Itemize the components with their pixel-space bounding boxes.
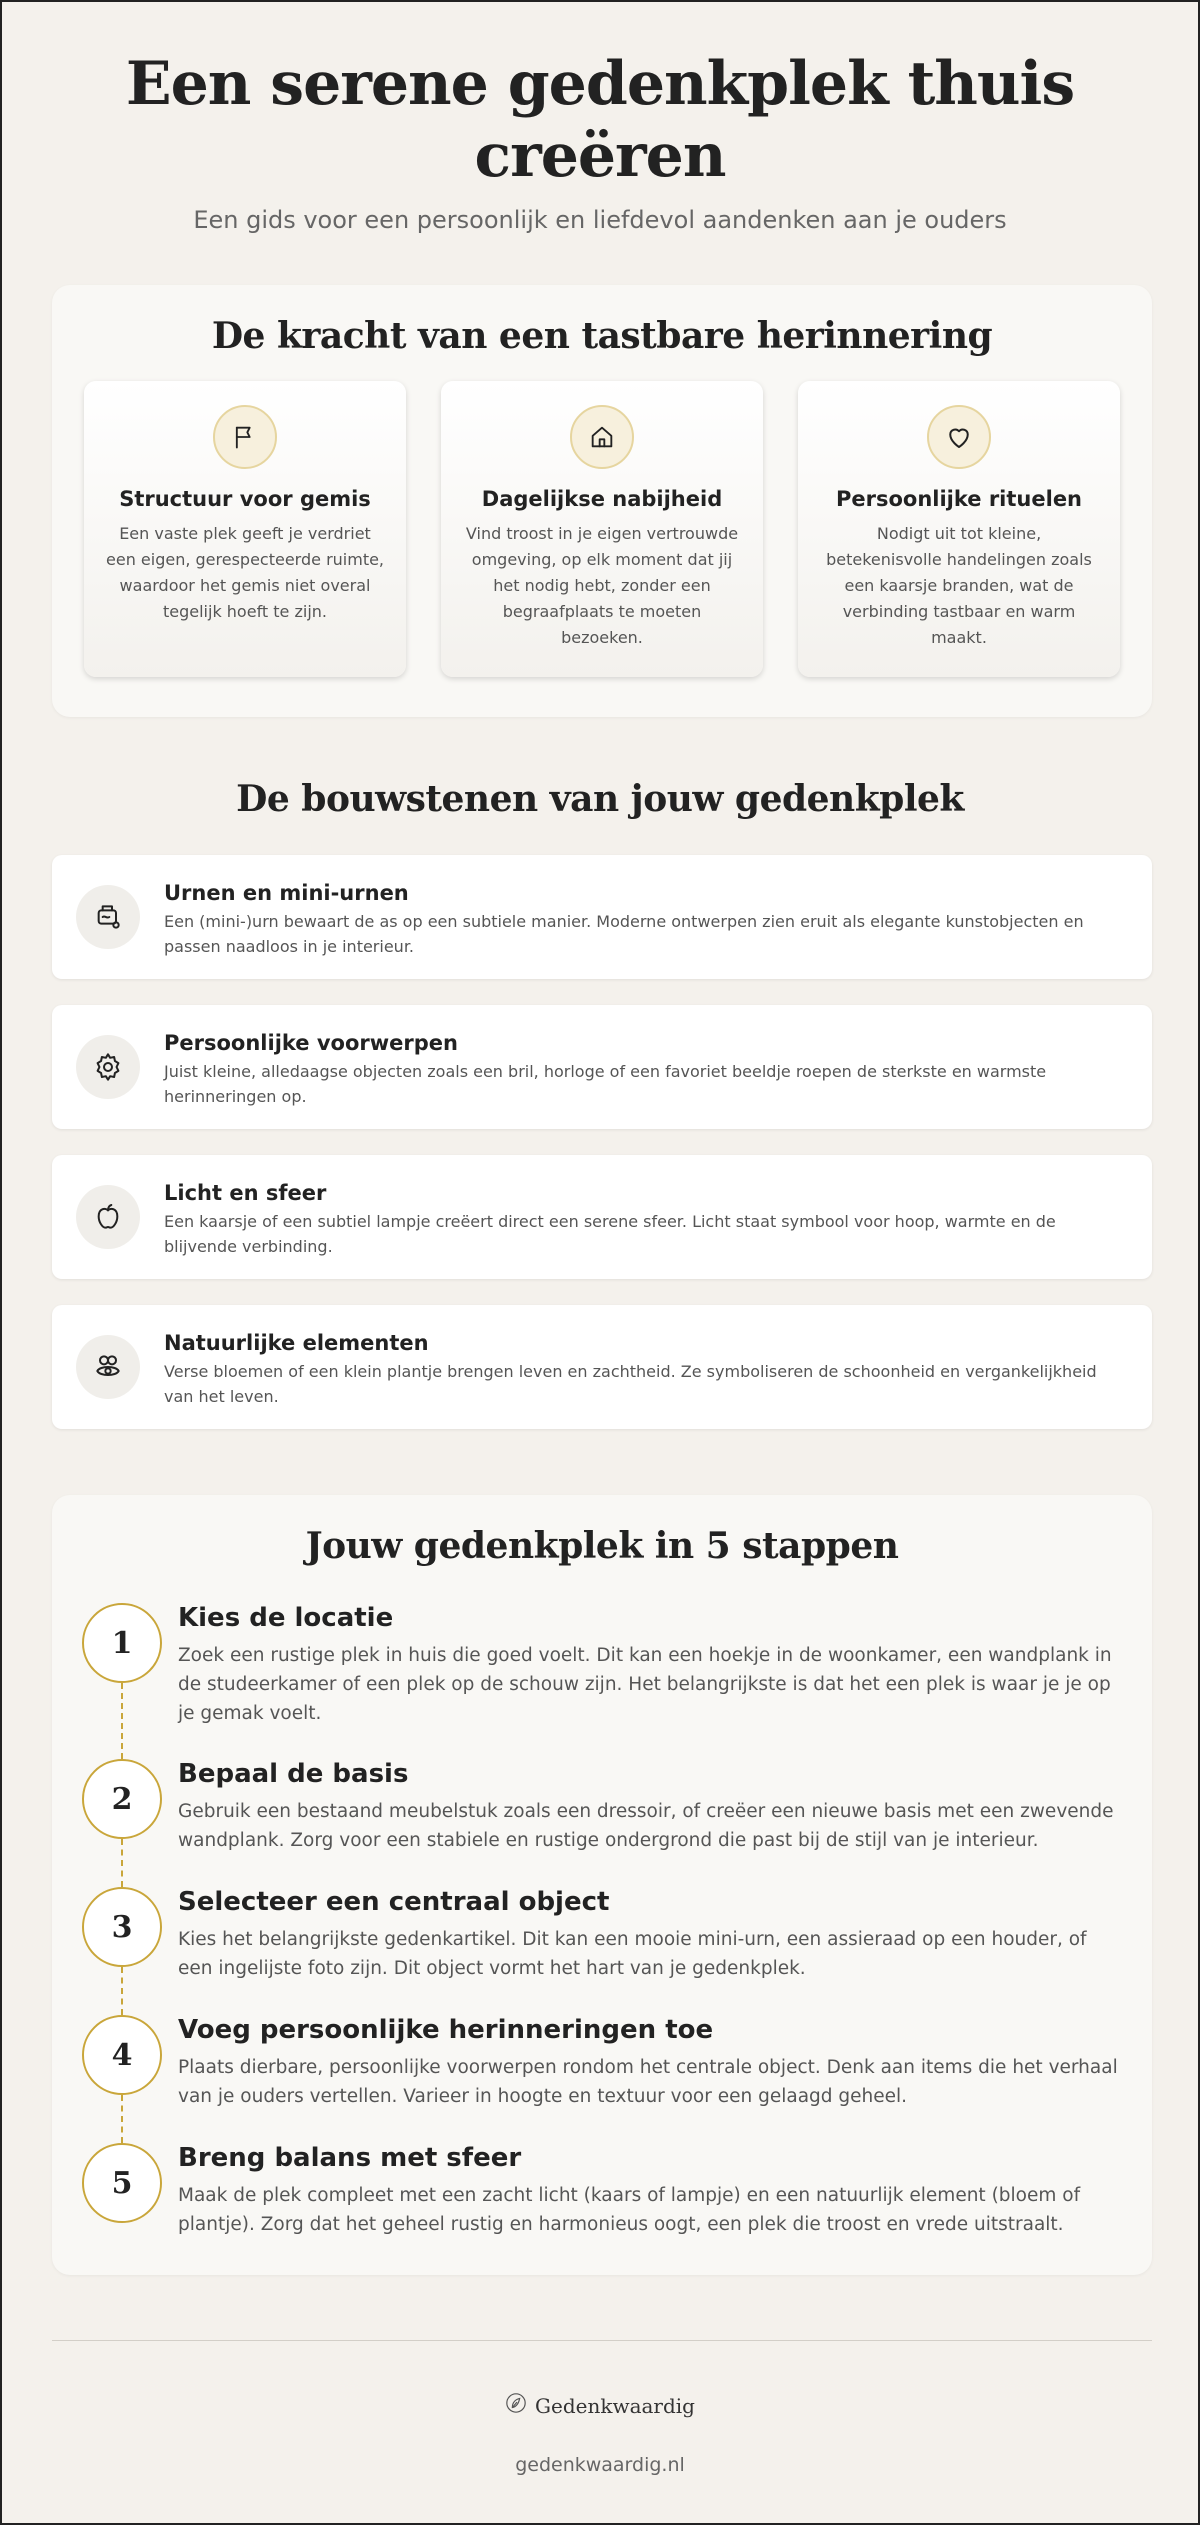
step-number: 2 [82, 1759, 162, 1839]
feature-title: Structuur voor gemis [119, 487, 371, 511]
timeline-connector [121, 1839, 123, 1887]
step-title: Bepaal de basis [178, 1759, 409, 1789]
step-text: Kies het belangrijkste gedenkartikel. Dit kan een mooie mini-urn, een assieraad op een houder, of een ingelijste foto zijn. Dit object vormt het hart van je gedenkplek. [178, 1929, 1087, 1979]
home-icon [570, 405, 634, 469]
footer-site-link[interactable]: gedenkwaardig.nl [515, 2454, 685, 2476]
step-title: Kies de locatie [178, 1603, 394, 1633]
feature-card-rituelen [798, 381, 1120, 677]
gear-icon [76, 1035, 140, 1099]
step-number: 4 [82, 2015, 162, 2095]
bouwsteen-title: Natuurlijke elementen [164, 1331, 429, 1355]
step-text: Gebruik een bestaand meubelstuk zoals een dressoir, of creëer een nieuwe basis met een zwevende wandplank. Zorg voor een stabiele en rustige ondergrond die past bij de stijl van je interieur. [178, 1801, 1114, 1851]
timeline-connector [121, 1967, 123, 2015]
feature-card-nabijheid [441, 381, 763, 677]
footer-divider [52, 2340, 1152, 2341]
urn-icon [76, 885, 140, 949]
feature-text: Vind troost in je eigen vertrouwde omgeving, op elk moment dat jij het nodig hebt, zonder een begraafplaats te moeten bezoeken. [465, 524, 739, 647]
page-subtitle: Een gids voor een persoonlijk en liefdevol aandenken aan je ouders [193, 206, 1007, 234]
bouwsteen-natuur [52, 1305, 1152, 1429]
leaf-logo-icon [505, 2392, 527, 2419]
feature-text: Nodigt uit tot kleine, betekenisvolle handelingen zoals een kaarsje branden, wat de verbinding tastbaar en warm maakt. [826, 524, 1092, 647]
kracht-title: De kracht van een tastbare herinnering [211, 315, 993, 357]
bouwsteen-title: Urnen en mini-urnen [164, 881, 409, 905]
step-title: Selecteer een centraal object [178, 1887, 610, 1917]
stappen-title: Jouw gedenkplek in 5 stappen [305, 1525, 899, 1567]
feature-text: Een vaste plek geeft je verdriet een eigen, gerespecteerde ruimte, waardoor het gemis niet overal tegelijk hoeft te zijn. [106, 524, 385, 621]
feature-row [52, 381, 1152, 677]
page-header [2, 2, 1198, 234]
bouwsteen-title: Persoonlijke voorwerpen [164, 1031, 458, 1055]
flag-icon [213, 405, 277, 469]
bouwsteen-voorwerpen [52, 1005, 1152, 1129]
timeline-connector [121, 2095, 123, 2143]
timeline-connector [121, 1683, 123, 1759]
heart-icon [927, 405, 991, 469]
brand-name: Gedenkwaardig [535, 2393, 695, 2418]
step-number: 1 [82, 1603, 162, 1683]
apple-icon [76, 1185, 140, 1249]
bouwsteen-text: Juist kleine, alledaagse objecten zoals een bril, horloge of een favoriet beeldje roepen de sterkste en warmste herinneringen op. [164, 1062, 1047, 1106]
step-number: 3 [82, 1887, 162, 1967]
bouwsteen-text: Een kaarsje of een subtiel lampje creëert direct een serene sfeer. Licht staat symbool voor hoop, warmte en de blijvende verbinding. [164, 1212, 1056, 1256]
page-title: Een serene gedenkplek thuis creëren [125, 49, 1075, 191]
kracht-section [52, 285, 1152, 717]
step-title: Breng balans met sfeer [178, 2143, 522, 2173]
feature-card-structuur [84, 381, 406, 677]
step-text: Plaats dierbare, persoonlijke voorwerpen rondom het centrale object. Denk aan items die het verhaal van je ouders vertellen. Varieer in hoogte en textuur voor een gelaagd geheel. [178, 2057, 1118, 2107]
bouwsteen-licht [52, 1155, 1152, 1279]
step-text: Maak de plek compleet met een zacht licht (kaars of lampje) en een natuurlijk element (bloem of plantje). Zorg dat het geheel rustig en harmonieus oogt, een plek die troost en vrede uitstraalt. [178, 2185, 1081, 2235]
step-text: Zoek een rustige plek in huis die goed voelt. Dit kan een hoekje in de woonkamer, een wandplank in de studeerkamer of een plek op de schouw zijn. Het belangrijkste is dat het een plek is waar je je op je gemak voelt. [178, 1645, 1112, 1724]
footer-brand[interactable] [2, 2392, 1198, 2419]
step-number: 5 [82, 2143, 162, 2223]
stappen-section [52, 1495, 1152, 2275]
bouwsteen-text: Verse bloemen of een klein plantje brengen leven en zachtheid. Ze symboliseren de schoonheid en vergankelijkheid van het leven. [164, 1362, 1097, 1406]
flower-icon [76, 1335, 140, 1399]
bouwstenen-title: De bouwstenen van jouw gedenkplek [236, 778, 964, 820]
bouwsteen-urnen [52, 855, 1152, 979]
bouwsteen-title: Licht en sfeer [164, 1181, 327, 1205]
feature-title: Persoonlijke rituelen [835, 487, 1083, 511]
bouwsteen-text: Een (mini-)urn bewaart de as op een subtiele manier. Moderne ontwerpen zien eruit als elegante kunstobjecten en passen naadloos in je interieur. [164, 912, 1084, 956]
feature-title: Dagelijkse nabijheid [481, 487, 723, 511]
step-title: Voeg persoonlijke herinneringen toe [178, 2015, 714, 2045]
